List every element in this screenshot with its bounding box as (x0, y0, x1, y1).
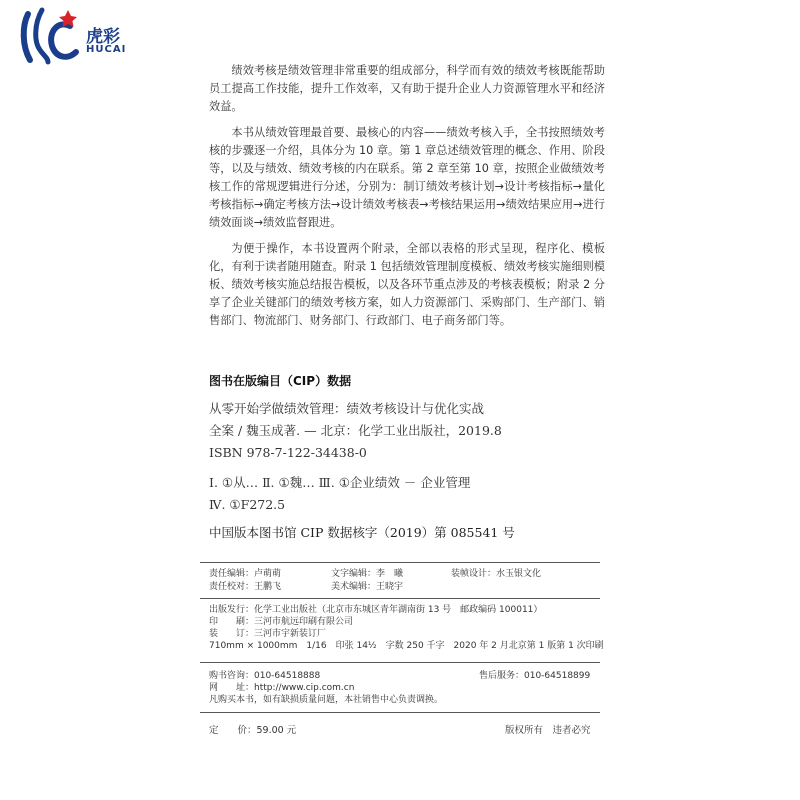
printer-line: 印 刷：三河市航远印刷有限公司 (209, 617, 354, 627)
divider (200, 662, 600, 663)
responsible-editor: 责任编辑：卢萌萌 (209, 569, 282, 579)
publication-info (209, 604, 604, 652)
purchase-consult: 购书咨询：010-64518888 (209, 671, 321, 681)
price: 定 价：59.00 元 (209, 725, 297, 736)
art-editor: 美术编辑：王晓宇 (331, 582, 404, 592)
cip-data (209, 398, 609, 516)
binder-line: 装 订：三河市宇新装订厂 (209, 629, 327, 639)
cip-isbn-line: ISBN 978-7-122-34438-0 (209, 445, 367, 460)
format-line: 710mm × 1000mm 1/16 印张 14½ 字数 250 千字 2020 年 2 月北京第 1 版第 1 次印刷 (209, 641, 604, 651)
cip-title-line: 从零开始学做绩效管理：绩效考核设计与优化实战 (209, 401, 485, 416)
replacement-note: 凡购买本书，如有缺损质量问题，本社销售中心负责调换。 (209, 695, 444, 705)
cip-heading: 图书在版编目（CIP）数据 (209, 374, 352, 388)
book-introduction (209, 62, 605, 338)
cip-record-number: 中国版本图书馆 CIP 数据核字（2019）第 085541 号 (209, 525, 515, 540)
price-row (209, 722, 599, 736)
publisher-line: 出版发行：化学工业出版社（北京市东城区青年湖南街 13 号 邮政编码 100011） (209, 605, 543, 615)
divider (200, 598, 600, 599)
cover-design: 装帧设计：水玉银文化 (451, 569, 542, 579)
hucai-logo (18, 6, 138, 70)
website-line: 网 址：http://www.cip.com.cn (209, 683, 355, 693)
editors-block (209, 568, 599, 594)
contact-info (209, 670, 599, 706)
after-sales-service: 售后服务：010-64518899 (479, 671, 591, 681)
cip-classification-code: Ⅳ. ①F272.5 (209, 497, 286, 512)
logo-text-english: HUCAI (86, 44, 127, 55)
intro-paragraph-2: 本书从绩效管理最首要、最核心的内容——绩效考核入手，全书按照绩效考核的步骤逐一介绍，具体分为 10 章。第 1 章总述绩效管理的概念、作用、阶段等，以及与绩效、绩效考核的内在联系。第 2 章至第 10 章，按照企业做绩效考核工作的常规逻辑进行分述，分别为：制订绩效考核计划→设计考核指标→量化考核指标→确定考核方法→设计绩效考核表→考核结果运用→绩效结果应用→进行绩效面谈→绩效监督跟进。 (209, 126, 605, 229)
divider (200, 562, 600, 563)
text-editor: 文字编辑：李 曦 (331, 569, 404, 579)
logo-text-chinese: 虎彩 (86, 27, 120, 47)
cip-author-line: 全案 / 魏玉成著. — 北京：化学工业出版社，2019.8 (209, 423, 502, 438)
cip-classification-line: Ⅰ. ①从… Ⅱ. ①魏… Ⅲ. ①企业绩效 － 企业管理 (209, 475, 471, 490)
copyright-notice: 版权所有 违者必究 (505, 725, 591, 736)
divider (200, 712, 600, 713)
intro-paragraph-1: 绩效考核是绩效管理非常重要的组成部分，科学而有效的绩效考核既能帮助员工提高工作技能，提升工作效率，又有助于提升企业人力资源管理水平和经济效益。 (209, 64, 605, 113)
intro-paragraph-3: 为便于操作，本书设置两个附录，全部以表格的形式呈现，程序化、模板化，有利于读者随用随查。附录 1 包括绩效管理制度模板、绩效考核实施细则模板、绩效考核实施总结报告模板，以及各环节重点涉及的考核表模板；附录 2 分享了企业关键部门的绩效考核方案，如人力资源部门、采购部门、生产部门、销售部门、物流部门、财务部门、行政部门、电子商务部门等。 (209, 242, 605, 327)
hucai-logo-icon (18, 6, 80, 68)
proofreader: 责任校对：王鹏飞 (209, 582, 282, 592)
